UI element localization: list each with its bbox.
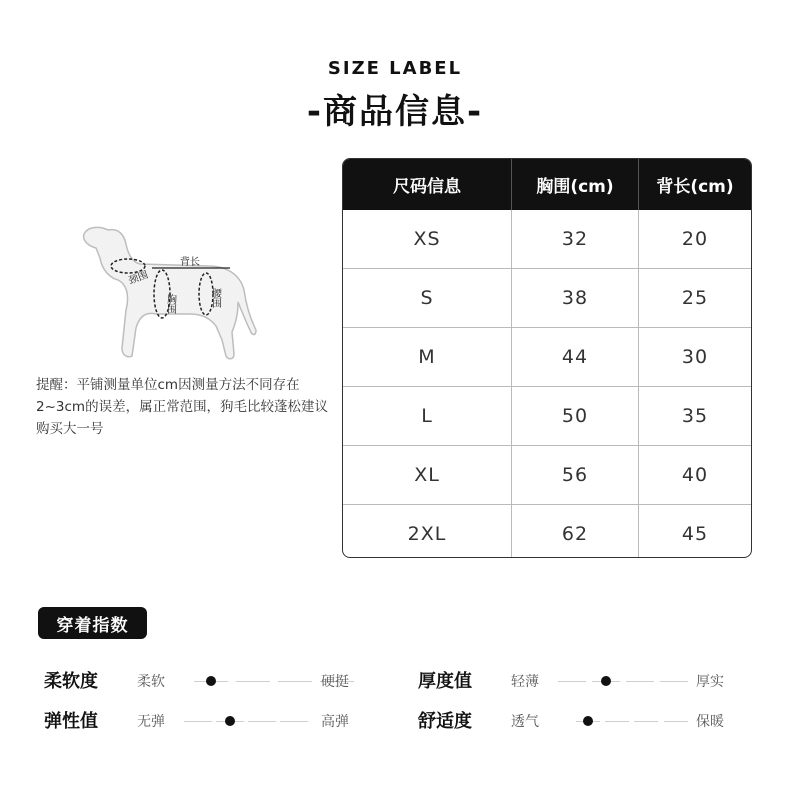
table-body bbox=[343, 210, 751, 558]
track-segment bbox=[605, 721, 629, 722]
metric-track bbox=[558, 681, 688, 683]
metric-high-label: 硬挺 bbox=[321, 674, 349, 690]
metric-label: 舒适度 bbox=[418, 711, 472, 732]
back-cell: 30 bbox=[638, 328, 751, 386]
back-cell: 20 bbox=[638, 210, 751, 268]
track-segment bbox=[626, 681, 654, 682]
track-segment bbox=[236, 681, 270, 682]
size-cell: XL bbox=[414, 464, 440, 486]
table-row bbox=[343, 210, 751, 268]
table-row bbox=[343, 268, 751, 327]
size-table bbox=[342, 158, 752, 558]
dog-illustration bbox=[70, 218, 270, 368]
column-header-back: 背长(cm) bbox=[638, 159, 751, 210]
chest-cell: 50 bbox=[511, 387, 638, 445]
level-dot bbox=[601, 676, 611, 686]
neck-label: 颈围 bbox=[127, 269, 150, 287]
metric-low-label: 透气 bbox=[511, 714, 539, 730]
level-dot bbox=[206, 676, 216, 686]
table-row bbox=[343, 327, 751, 386]
chest-cell: 62 bbox=[511, 505, 638, 558]
metric-low-label: 无弹 bbox=[137, 714, 165, 730]
waist-label: 腰围 bbox=[209, 288, 221, 308]
metric-high-label: 保暖 bbox=[696, 714, 724, 730]
table-header bbox=[343, 159, 751, 210]
metric-track bbox=[576, 721, 688, 723]
table-row bbox=[343, 386, 751, 445]
metric-label: 弹性值 bbox=[44, 711, 98, 732]
metric-label: 厚度值 bbox=[418, 671, 472, 692]
back-cell: 45 bbox=[638, 505, 751, 558]
track-segment bbox=[278, 681, 312, 682]
chest-cell: 32 bbox=[511, 210, 638, 268]
chest-cell: 56 bbox=[511, 446, 638, 504]
track-segment bbox=[248, 721, 276, 722]
metric-high-label: 高弹 bbox=[321, 714, 349, 730]
metric-thickness bbox=[418, 668, 748, 696]
level-dot bbox=[583, 716, 593, 726]
chest-cell: 38 bbox=[511, 269, 638, 327]
dog-measurement-diagram bbox=[70, 218, 270, 368]
table-row bbox=[343, 504, 751, 558]
chest-cell: 44 bbox=[511, 328, 638, 386]
metric-low-label: 柔软 bbox=[137, 674, 165, 690]
track-segment bbox=[664, 721, 688, 722]
chest-label: 胸围 bbox=[164, 294, 176, 314]
metric-label: 柔软度 bbox=[44, 671, 98, 692]
wear-index-badge: 穿着指数 bbox=[38, 607, 147, 639]
table-row bbox=[343, 445, 751, 504]
back-label: 背长 bbox=[180, 257, 200, 268]
page-title: -商品信息- bbox=[306, 92, 484, 132]
back-cell: 35 bbox=[638, 387, 751, 445]
size-cell: L bbox=[421, 405, 433, 427]
back-cell: 25 bbox=[638, 269, 751, 327]
track-segment bbox=[280, 721, 308, 722]
column-header-chest: 胸围(cm) bbox=[511, 159, 638, 210]
metric-high-label: 厚实 bbox=[696, 674, 724, 690]
size-cell: XS bbox=[413, 228, 441, 250]
metric-softness bbox=[44, 668, 364, 696]
column-header-size: 尺码信息 bbox=[393, 177, 461, 197]
track-segment bbox=[184, 721, 212, 722]
measurement-tip: 提醒：平铺测量单位cm因测量方法不同存在2~3cm的误差，属正常范围，狗毛比较蓬松建议购买大一号 bbox=[36, 377, 329, 437]
metric-elasticity bbox=[44, 708, 364, 736]
metric-track bbox=[184, 721, 308, 723]
track-segment bbox=[634, 721, 658, 722]
track-segment bbox=[660, 681, 688, 682]
metric-comfort bbox=[418, 708, 748, 736]
size-label-subtitle: SIZE LABEL bbox=[327, 58, 463, 79]
level-dot bbox=[225, 716, 235, 726]
track-segment bbox=[558, 681, 586, 682]
back-cell: 40 bbox=[638, 446, 751, 504]
metric-low-label: 轻薄 bbox=[511, 674, 539, 690]
size-cell: M bbox=[418, 346, 436, 368]
size-cell: 2XL bbox=[407, 523, 447, 545]
size-cell: S bbox=[420, 287, 434, 309]
